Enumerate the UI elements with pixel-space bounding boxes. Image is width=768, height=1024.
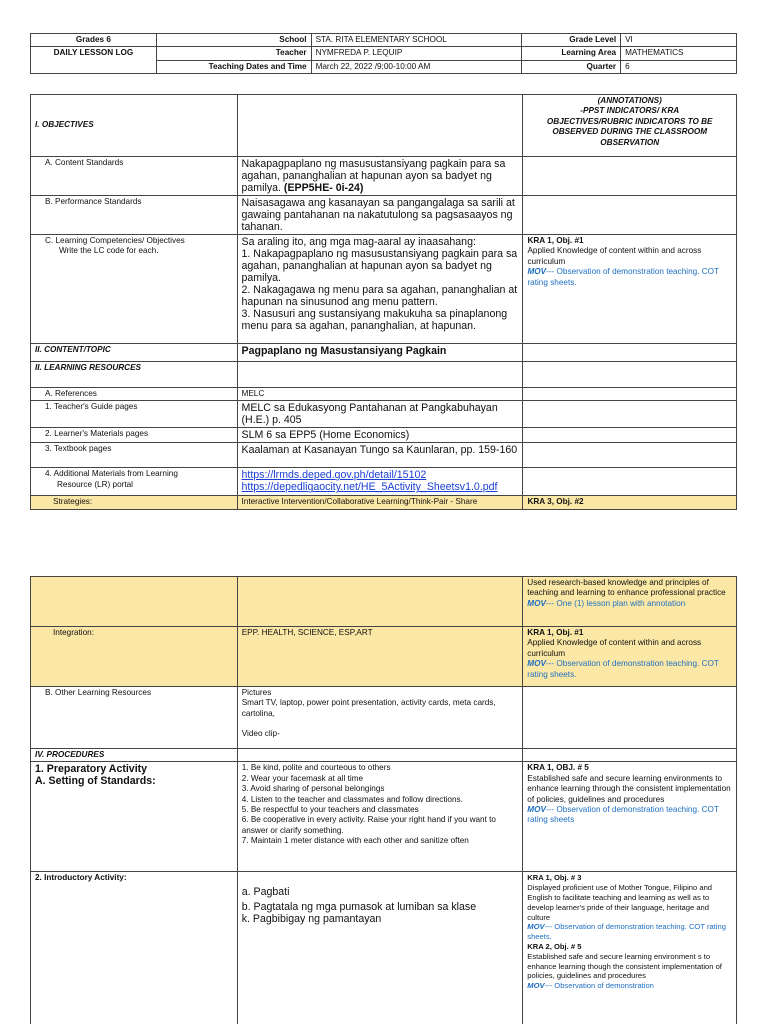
performance-standards-label: B. Performance Standards [31,196,238,235]
teachers-guide-label: 1. Teacher's Guide pages [31,401,238,428]
strategies-label: Strategies: [31,496,238,509]
performance-standards-text: Naisasagawa ang kasanayan sa pangangalaga sa sarili at gawaing pantahanan na nakatutulong sa pagsasaayos ng tahanan. [237,196,523,235]
annotations-header: (ANNOTATIONS) -PPST INDICATORS/ KRA OBJECTIVES/RUBRIC INDICATORS TO BE OBSERVED DURING THE CLASSROOM OBSERVATION [523,95,737,157]
lrmds-link[interactable]: https://lrmds.deped.gov.ph/detail/15102 [241,469,427,482]
textbook-value: Kaalaman at Kasanayan Tungo sa Kaunlaran, pp. 159-160 [237,443,523,468]
integration-label: Integration: [31,627,238,687]
quarter-label: Quarter [522,60,621,73]
teacher-label: Teacher [156,47,311,60]
setting-of-standards-list: 1. Be kind, polite and courteous to others 2. Wear your facemask at all time 3. Avoid sharing of personal belongings 4. Listen to the teacher and classmates and follow directions. 5. Be respectful to your teachers and classmates 6. Be cooperative in every activity. Raise your right hand if you want to answer or clarify something. 7. Maintain 1 meter distance with each other and sanitize often [237,762,523,872]
integration-annotation: KRA 1, Obj. #1 Applied Knowledge of content within and across curriculum MOV--- Observation of demonstration teaching. COT rating sheets. [523,627,737,687]
activity-sheets-link[interactable]: https://depedligaocity.net/HE_5Activity_Sheetsv1.0.pdf [241,481,498,494]
other-resources-value: Pictures Smart TV, laptop, power point presentation, activity cards, meta cards, cartolina, Video clip- [237,687,523,749]
lesson-table-part2 [30,576,737,1024]
learning-area-value: MATHEMATICS [621,47,737,60]
learners-materials-value: SLM 6 sa EPP5 (Home Economics) [237,428,523,443]
learning-area-label: Learning Area [522,47,621,60]
grade-level-value: VI [621,34,737,47]
teacher-value: NYMFREDA P. LEQUIP [311,47,522,60]
competencies-annotation: KRA 1, Obj. #1 Applied Knowledge of content within and across curriculum MOV--- Observation of demonstration teaching. COT rating sheets. [523,235,737,344]
preparatory-activity-label: 1. Preparatory Activity A. Setting of Standards: [31,762,238,872]
integration-value: EPP. HEALTH, SCIENCE, ESP,ART [237,627,523,687]
content-topic-label: II. CONTENT/TOPIC [31,344,238,362]
introductory-activity-list: a. Pagbati b. Pagtatala ng mga pumasok at lumiban sa klase k. Pagbibigay ng pamantayan [237,872,523,1024]
school-label: School [156,34,311,47]
introductory-annotation: KRA 1, Obj. # 3 Displayed proficient use of Mother Tongue, Filipino and English to facilitate teaching and learning as well as to develop learner's pride of their language, heritage and culture MOV--- Observation of demonstration teaching. COT rating sheets. KRA 2, Obj. # 5 Established safe and secure learning environment s to enhance learning though the consistent implementation of policies, guidelines and procedures MOV--- Observation of demonstration [523,872,737,1024]
other-resources-label: B. Other Learning Resources [31,687,238,749]
grades-label: Grades 6 [31,34,157,47]
strategies-kra: KRA 3, Obj. #2 [523,496,737,509]
strategies-value: Interactive Intervention/Collaborative Learning/Think-Pair - Share [237,496,523,509]
introductory-activity-label: 2. Introductory Activity: [31,872,238,1024]
content-topic-value: Pagpaplano ng Masustansiyang Pagkain [237,344,523,362]
standards-annotation: KRA 1, OBJ. # 5 Established safe and secure learning environments to enhance learning through the consistent implementation of policies, guidelines and procedures MOV--- Observation of demonstration teaching. COT rating sheets [523,762,737,872]
textbook-label: 3. Textbook pages [31,443,238,468]
header-table [30,33,737,74]
references-label: A. References [31,388,238,401]
competencies-text: Sa araling ito, ang mga mag-aaral ay inaasahang: 1. Nakapagpaplano ng masusustansiyang pagkain para sa agahan, pananghalian at hapunan ayon sa badyet ng pamilya. 2. Nakagagawa ng menu para sa agahan, pananghalian at hapunan na sinusunod ang menu pattern. 3. Nasusuri ang sustansiyang makukuha sa pinaplanong menu para sa agahan, pananghalian, at hapunan. [237,235,523,344]
grade-level-label: Grade Level [522,34,621,47]
additional-materials-label: 4. Additional Materials from Learning Resource (LR) portal [31,468,238,496]
references-value: MELC [237,388,523,401]
objectives-label: I. OBJECTIVES [31,95,238,157]
research-annotation: Used research-based knowledge and principles of teaching and learning to enhance professional practice MOV--- One (1) lesson plan with annotation [523,577,737,627]
content-standards-text: Nakapagpaplano ng masusustansiyang pagkain para sa agahan, pananghalian at hapunan ayon sa badyet ng pamilya. (EPP5HE- 0i-24) [237,157,523,196]
daily-lesson-log-title: DAILY LESSON LOG [31,47,157,74]
competencies-label: C. Learning Competencies/ Objectives Write the LC code for each. [31,235,238,344]
dates-label: Teaching Dates and Time [156,60,311,73]
content-standards-label: A. Content Standards [31,157,238,196]
learning-resources-label: II. LEARNING RESOURCES [31,362,238,388]
additional-materials-links [237,468,523,496]
learners-materials-label: 2. Learner's Materials pages [31,428,238,443]
lesson-table-part1 [30,94,737,510]
procedures-label: IV. PROCEDURES [31,749,238,762]
teachers-guide-value: MELC sa Edukasyong Pantahanan at Pangkabuhayan (H.E.) p. 405 [237,401,523,428]
quarter-value: 6 [621,60,737,73]
school-value: STA. RITA ELEMENTARY SCHOOL [311,34,522,47]
dates-value: March 22, 2022 /9:00-10:00 AM [311,60,522,73]
